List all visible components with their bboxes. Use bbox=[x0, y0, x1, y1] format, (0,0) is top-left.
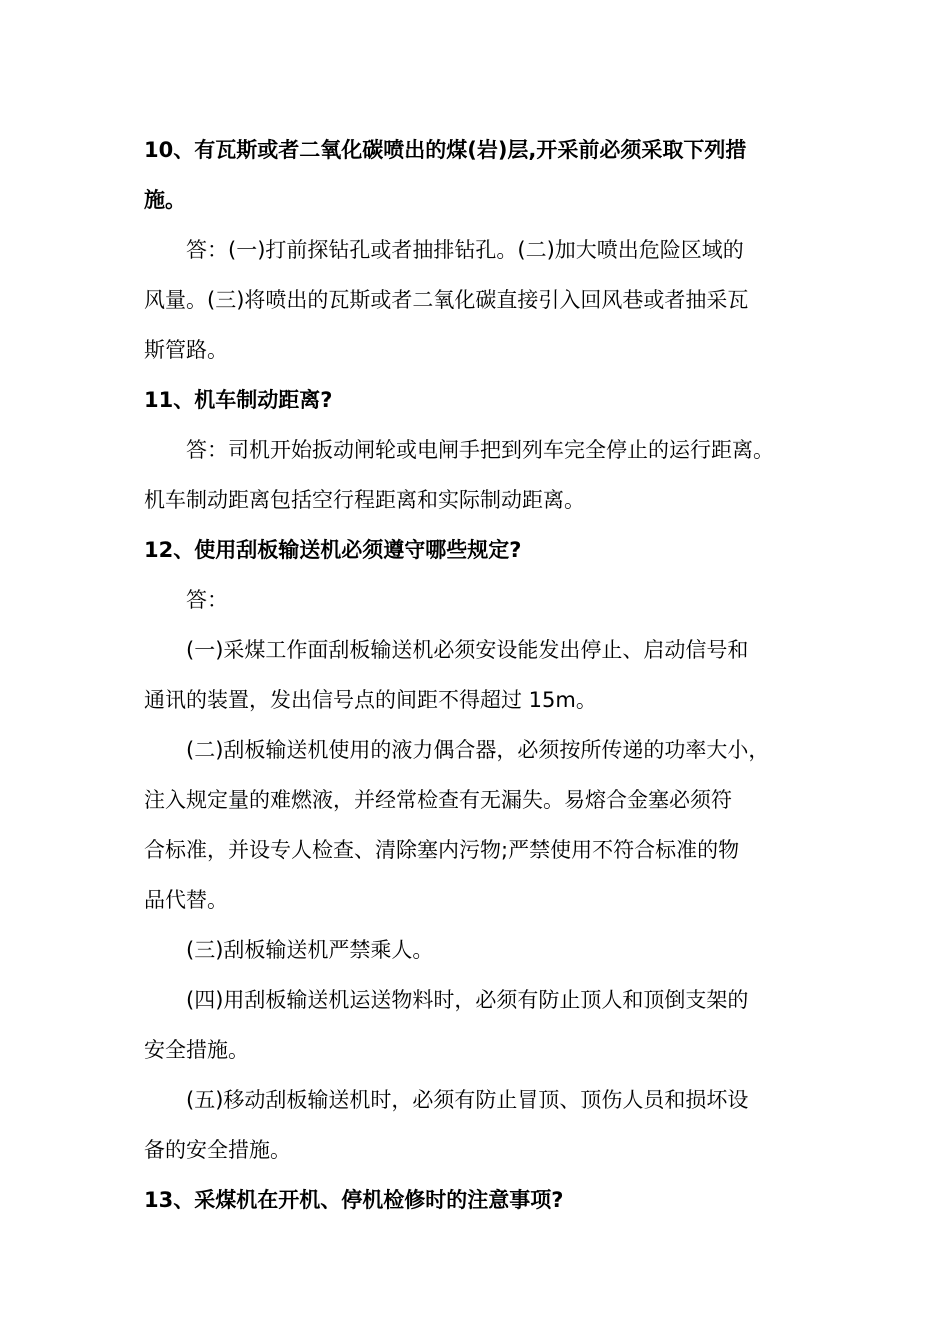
question-line: 13、采煤机在开机、停机检修时的注意事项? bbox=[144, 1188, 564, 1212]
answer-line: 答：司机开始扳动闸轮或电闸手把到列车完全停止的运行距离。 bbox=[186, 438, 774, 462]
question-12 bbox=[144, 525, 814, 575]
answer-line: (一)采煤工作面刮板输送机必须安设能发出停止、启动信号和 bbox=[186, 638, 749, 662]
answer-12-item-3 bbox=[144, 925, 814, 975]
answer-line: 安全措施。 bbox=[144, 1038, 249, 1062]
answer-line: 答：(一)打前探钻孔或者抽排钻孔。(二)加大喷出危险区域的 bbox=[186, 238, 744, 262]
answer-line: (四)用刮板输送机运送物料时，必须有防止顶人和顶倒支架的 bbox=[186, 988, 749, 1012]
question-13 bbox=[144, 1175, 814, 1225]
answer-12-intro bbox=[144, 575, 814, 625]
answer-line: 注入规定量的难燃液，并经常检查有无漏失。易熔合金塞必须符 bbox=[144, 788, 732, 812]
answer-line: 答： bbox=[186, 588, 228, 612]
question-10 bbox=[144, 125, 814, 225]
question-line: 10、有瓦斯或者二氧化碳喷出的煤(岩)层,开采前必须采取下列措 bbox=[144, 138, 747, 162]
answer-line: (二)刮板输送机使用的液力偶合器，必须按所传递的功率大小， bbox=[186, 738, 770, 762]
answer-line: 通讯的装置，发出信号点的间距不得超过 15m。 bbox=[144, 688, 597, 712]
document-body bbox=[144, 125, 814, 1225]
answer-12-item-4 bbox=[144, 975, 814, 1075]
answer-11 bbox=[144, 425, 814, 525]
answer-line: 合标准，并设专人检查、清除塞内污物;严禁使用不符合标准的物 bbox=[144, 838, 740, 862]
answer-line: 机车制动距离包括空行程距离和实际制动距离。 bbox=[144, 488, 585, 512]
question-line: 12、使用刮板输送机必须遵守哪些规定? bbox=[144, 538, 522, 562]
answer-12-item-5 bbox=[144, 1075, 814, 1175]
question-11 bbox=[144, 375, 814, 425]
answer-10 bbox=[144, 225, 814, 375]
answer-line: 斯管路。 bbox=[144, 338, 228, 362]
question-line: 施。 bbox=[144, 188, 186, 212]
answer-line: 风量。(三)将喷出的瓦斯或者二氧化碳直接引入回风巷或者抽采瓦 bbox=[144, 288, 749, 312]
answer-line: 品代替。 bbox=[144, 888, 228, 912]
answer-12-item-2 bbox=[144, 725, 814, 925]
answer-line: 备的安全措施。 bbox=[144, 1138, 291, 1162]
question-line: 11、机车制动距离? bbox=[144, 388, 333, 412]
answer-line: (三)刮板输送机严禁乘人。 bbox=[186, 938, 434, 962]
answer-12-item-1 bbox=[144, 625, 814, 725]
answer-line: (五)移动刮板输送机时，必须有防止冒顶、顶伤人员和损坏设 bbox=[186, 1088, 749, 1112]
